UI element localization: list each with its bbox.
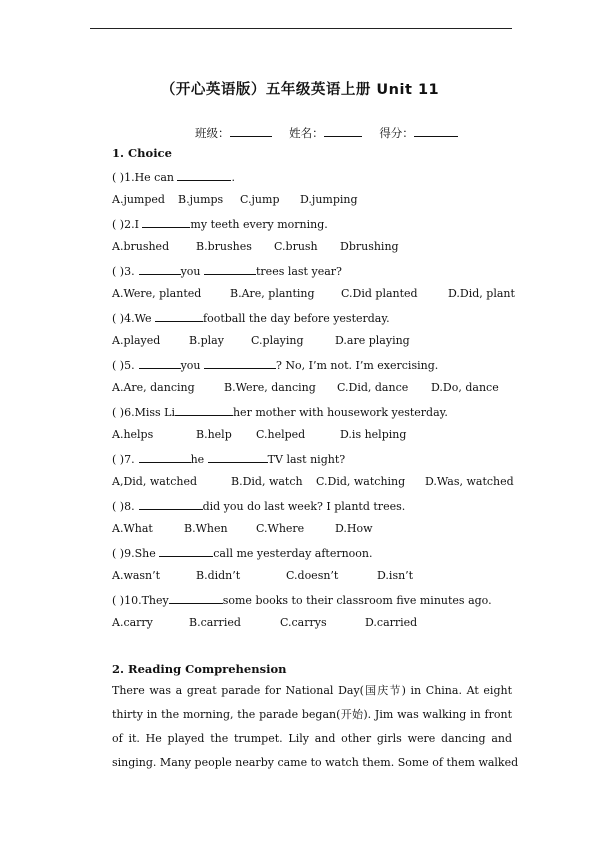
- question-number: ( )9.: [112, 547, 135, 560]
- option-d[interactable]: D.Was, watched: [425, 475, 514, 488]
- question-text: He can: [134, 171, 178, 184]
- question-6: [112, 404, 448, 420]
- worksheet-title: （开心英语版）五年级英语上册 Unit 11: [160, 82, 440, 98]
- option-b[interactable]: B.didn’t: [196, 569, 241, 582]
- question-text: you: [180, 265, 204, 278]
- question-text: my teeth every morning.: [190, 218, 328, 231]
- answer-blank[interactable]: [204, 263, 256, 275]
- class-label: 班级：: [195, 126, 230, 140]
- section-1-heading: 1. Choice: [112, 146, 172, 160]
- options-2: [112, 240, 399, 254]
- question-number: ( )8.: [112, 500, 135, 513]
- question-8: [112, 498, 405, 514]
- option-c[interactable]: C.Did, dance: [337, 381, 409, 394]
- question-2: [112, 216, 328, 232]
- options-1: [112, 193, 358, 207]
- question-7: [112, 451, 345, 467]
- option-d[interactable]: D.are playing: [335, 334, 410, 347]
- answer-blank[interactable]: [204, 357, 276, 369]
- question-text: did you do last week? I plantd trees.: [202, 500, 406, 513]
- question-10: [112, 592, 492, 608]
- score-label: 得分：: [379, 126, 414, 140]
- top-divider: [90, 28, 512, 29]
- passage-line: There was a great parade for National Day(国庆节) in China. At eight: [112, 684, 512, 697]
- question-9: [112, 545, 373, 561]
- option-b[interactable]: B.help: [196, 428, 232, 441]
- option-c[interactable]: C.helped: [256, 428, 306, 441]
- passage-line: singing. Many people nearby came to watch them. Some of them walked: [112, 756, 519, 769]
- question-number: ( )1.: [112, 171, 135, 184]
- question-text: her mother with housework yesterday.: [232, 406, 448, 419]
- question-text: football the day before yesterday.: [203, 312, 390, 325]
- option-a[interactable]: A.brushed: [112, 240, 170, 253]
- option-d[interactable]: D.Did, plant: [448, 287, 515, 300]
- question-5: [112, 357, 438, 373]
- answer-blank[interactable]: [139, 357, 181, 369]
- option-d[interactable]: D.jumping: [300, 193, 358, 206]
- answer-blank[interactable]: [159, 545, 213, 557]
- answer-blank[interactable]: [177, 169, 231, 181]
- question-3: [112, 263, 342, 279]
- option-b[interactable]: B.play: [189, 334, 224, 347]
- question-number: ( )5.: [112, 359, 135, 372]
- option-a[interactable]: A.jumped: [112, 193, 165, 206]
- option-d[interactable]: Dbrushing: [340, 240, 399, 253]
- option-a[interactable]: A.played: [112, 334, 161, 347]
- option-c[interactable]: C.Did planted: [341, 287, 418, 300]
- question-text: some books to their classroom five minutes ago.: [222, 594, 492, 607]
- name-label: 姓名：: [289, 126, 324, 140]
- option-d[interactable]: D.isn’t: [377, 569, 414, 582]
- option-c[interactable]: C.Where: [256, 522, 305, 535]
- question-number: ( )6.: [112, 406, 135, 419]
- options-5: [112, 381, 499, 395]
- answer-blank[interactable]: [139, 451, 191, 463]
- option-a[interactable]: A.wasn’t: [112, 569, 161, 582]
- option-b[interactable]: B.Did, watch: [231, 475, 303, 488]
- options-9: [112, 569, 413, 583]
- class-blank[interactable]: [230, 124, 272, 137]
- passage-line: thirty in the morning, the parade began(开始). Jim was walking in front: [112, 708, 512, 721]
- question-text: ? No, I’m not. I’m exercising.: [276, 359, 439, 372]
- answer-blank[interactable]: [139, 263, 181, 275]
- question-1: [112, 169, 235, 185]
- option-b[interactable]: B.brushes: [196, 240, 252, 253]
- question-number: ( )7.: [112, 453, 135, 466]
- options-6: [112, 428, 406, 442]
- option-a[interactable]: A.helps: [112, 428, 154, 441]
- question-number: ( )10.: [112, 594, 142, 607]
- section-2-heading: 2. Reading Comprehension: [112, 662, 287, 676]
- question-text: he: [190, 453, 208, 466]
- answer-blank[interactable]: [142, 216, 190, 228]
- option-a[interactable]: A.What: [112, 522, 153, 535]
- option-c[interactable]: C.jump: [240, 193, 280, 206]
- question-text: trees last year?: [256, 265, 342, 278]
- options-10: [112, 616, 417, 630]
- question-4: [112, 310, 390, 326]
- option-d[interactable]: D.How: [335, 522, 373, 535]
- options-3: [112, 287, 515, 301]
- answer-blank[interactable]: [175, 404, 233, 416]
- question-text: They: [141, 594, 169, 607]
- question-number: ( )2.: [112, 218, 135, 231]
- option-c[interactable]: C.carrys: [280, 616, 327, 629]
- option-b[interactable]: B.Were, dancing: [224, 381, 316, 394]
- option-a[interactable]: A.Were, planted: [112, 287, 202, 300]
- answer-blank[interactable]: [139, 498, 203, 510]
- option-b[interactable]: B.carried: [189, 616, 241, 629]
- answer-blank[interactable]: [208, 451, 268, 463]
- option-c[interactable]: C.doesn’t: [286, 569, 339, 582]
- option-a[interactable]: A.Are, dancing: [112, 381, 195, 394]
- option-c[interactable]: C.Did, watching: [316, 475, 406, 488]
- option-b[interactable]: B.Are, planting: [230, 287, 315, 300]
- question-number: ( )4.: [112, 312, 135, 325]
- student-info-row: [195, 124, 472, 141]
- option-c[interactable]: C.brush: [274, 240, 318, 253]
- question-text: She: [134, 547, 160, 560]
- question-text: call me yesterday afternoon.: [213, 547, 373, 560]
- reading-passage: [112, 679, 519, 775]
- option-d[interactable]: D.Do, dance: [431, 381, 499, 394]
- options-4: [112, 334, 410, 348]
- option-d[interactable]: D.is helping: [340, 428, 407, 441]
- name-blank[interactable]: [324, 124, 362, 137]
- question-text: you: [180, 359, 204, 372]
- option-a[interactable]: A,Did, watched: [112, 475, 198, 488]
- option-d[interactable]: D.carried: [365, 616, 418, 629]
- option-c[interactable]: C.playing: [251, 334, 304, 347]
- question-text: I: [134, 218, 143, 231]
- question-text: TV last night?: [267, 453, 346, 466]
- answer-blank[interactable]: [155, 310, 203, 322]
- answer-blank[interactable]: [169, 592, 223, 604]
- option-b[interactable]: B.jumps: [178, 193, 224, 206]
- option-a[interactable]: A.carry: [112, 616, 153, 629]
- options-8: [112, 522, 373, 536]
- passage-line: of it. He played the trumpet. Lily and other girls were dancing and: [112, 732, 512, 745]
- score-blank[interactable]: [414, 124, 458, 137]
- question-text: We: [134, 312, 155, 325]
- option-b[interactable]: B.When: [184, 522, 228, 535]
- question-text: Miss Li: [134, 406, 175, 419]
- question-number: ( )3.: [112, 265, 135, 278]
- options-7: [112, 475, 514, 489]
- question-text: .: [231, 171, 235, 184]
